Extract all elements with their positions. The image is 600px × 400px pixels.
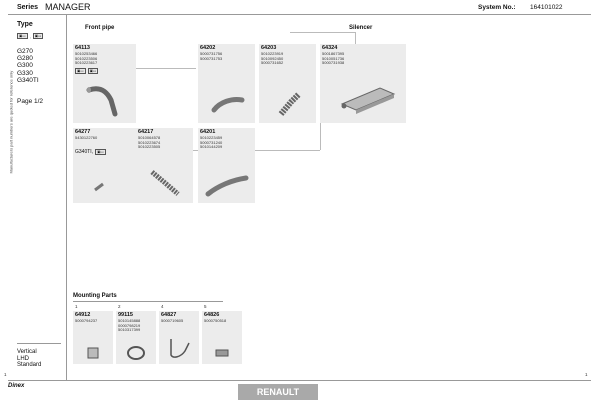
part-numbers: 5010145888 0000798219 5010317399: [118, 318, 141, 333]
part-numbers: 5001867395 5010051736 5000731938: [322, 51, 345, 66]
part-ref: 64827: [161, 312, 177, 318]
part-card[interactable]: [73, 44, 136, 123]
connector-line: [355, 32, 356, 44]
mount-card[interactable]: [202, 311, 242, 364]
series-value: MANAGER: [45, 2, 91, 12]
part-numbers: 5010223459 5000731240 5010144209: [200, 135, 223, 150]
model-list: [17, 48, 39, 84]
config-item: LHD: [17, 355, 30, 362]
part-ref: 64912: [75, 312, 91, 318]
config-item: Vertical: [17, 349, 37, 355]
sidebar-divider: [66, 14, 67, 380]
part-card[interactable]: [136, 128, 193, 203]
bent-pipe-icon: [85, 80, 125, 120]
vehicle-icon: ▣▭: [89, 69, 97, 73]
long-pipe-icon: [204, 172, 250, 200]
part-ref: 64203: [261, 45, 277, 51]
part-numbers: 5000750518: [204, 318, 227, 323]
connector-line: [136, 68, 196, 69]
page-indicator: Page 1/2: [17, 98, 44, 105]
part-numbers: 5000719605: [161, 318, 184, 323]
hanger-icon: [167, 335, 193, 361]
small-pipe-icon: [91, 178, 111, 196]
short-pipe-icon: [210, 90, 246, 118]
connector-line: [290, 32, 356, 33]
system-number-label: System No.:: [478, 4, 516, 11]
part-numbers: 5000731756 5000731753: [200, 51, 223, 61]
brand-label: RENAULT: [238, 384, 318, 400]
mount-card[interactable]: [116, 311, 156, 364]
mounting-divider: [73, 301, 223, 302]
part-ref: 64277: [75, 129, 91, 135]
vehicle-icon: ▣▭: [19, 34, 26, 38]
model-item: G340TI: [17, 76, 39, 84]
page-number-right: 1: [585, 372, 588, 377]
silencer-box-icon: [336, 82, 398, 114]
mount-index: 1: [75, 304, 78, 309]
part-icons: [75, 68, 98, 74]
part-ref: 99115: [118, 312, 133, 318]
part-numbers: 5010064578 5010223674 5010223505: [138, 135, 161, 150]
system-number-value: 164101022: [530, 4, 563, 11]
mount-card[interactable]: [159, 311, 199, 364]
gasket-icon: [87, 347, 99, 359]
part-card[interactable]: [198, 128, 255, 203]
sidebar-footer-divider: [17, 343, 61, 344]
flex-hose-icon: [148, 168, 184, 198]
model-item: G280: [17, 55, 33, 63]
type-icons: ▣▭ , ▣▭: [19, 33, 42, 39]
part-numbers: 5010223919 5010092450 5000731652: [261, 51, 284, 66]
part-card[interactable]: [198, 44, 255, 123]
part-ref: 64202: [200, 45, 216, 51]
part-card[interactable]: [73, 128, 136, 203]
reference-note: Manufacturers part numbers are quoted for reference only: [8, 70, 14, 174]
part-card[interactable]: [259, 44, 316, 123]
bracket-icon: [214, 347, 230, 359]
flex-pipe-icon: [275, 88, 305, 120]
vehicle-icon: ▣▭: [34, 34, 42, 38]
part-note: G340TI, ▣▭: [75, 149, 104, 155]
part-numbers: 5010253466 5010223506 5010223617: [75, 51, 98, 66]
part-ref: 64826: [204, 312, 220, 318]
mount-card[interactable]: [73, 311, 113, 364]
type-title: Type: [17, 21, 33, 28]
part-ref: 64217: [138, 129, 154, 135]
part-ref: 64201: [200, 129, 216, 135]
mount-index: 4: [161, 304, 164, 309]
dinex-logo: Dinex: [8, 383, 25, 389]
model-item: G270: [17, 48, 33, 55]
series-label: Series: [17, 4, 39, 11]
mount-index: 2: [118, 304, 121, 309]
part-numbers: 5000794237: [75, 318, 98, 323]
model-item: G300: [17, 62, 33, 70]
clamp-icon: [126, 345, 146, 361]
config-item: Standard: [17, 362, 42, 369]
footer-divider: [8, 380, 591, 381]
vehicle-icon: ▣▭: [97, 150, 104, 154]
mount-index: 5: [204, 304, 207, 309]
part-ref: 64324: [322, 45, 338, 51]
vehicle-icon: ▣▭: [77, 69, 84, 73]
mounting-parts-label: Mounting Parts: [73, 293, 117, 299]
page-number-left: 1: [4, 372, 7, 377]
header-divider: [8, 14, 591, 15]
configuration-list: [17, 349, 41, 369]
silencer-label: Silencer: [349, 25, 373, 31]
model-item: G330: [17, 69, 33, 77]
front-pipe-label: Front pipe: [85, 25, 115, 31]
part-numbers: 5430122760: [75, 135, 98, 140]
part-ref: 64113: [75, 45, 90, 51]
part-card[interactable]: [320, 44, 406, 123]
